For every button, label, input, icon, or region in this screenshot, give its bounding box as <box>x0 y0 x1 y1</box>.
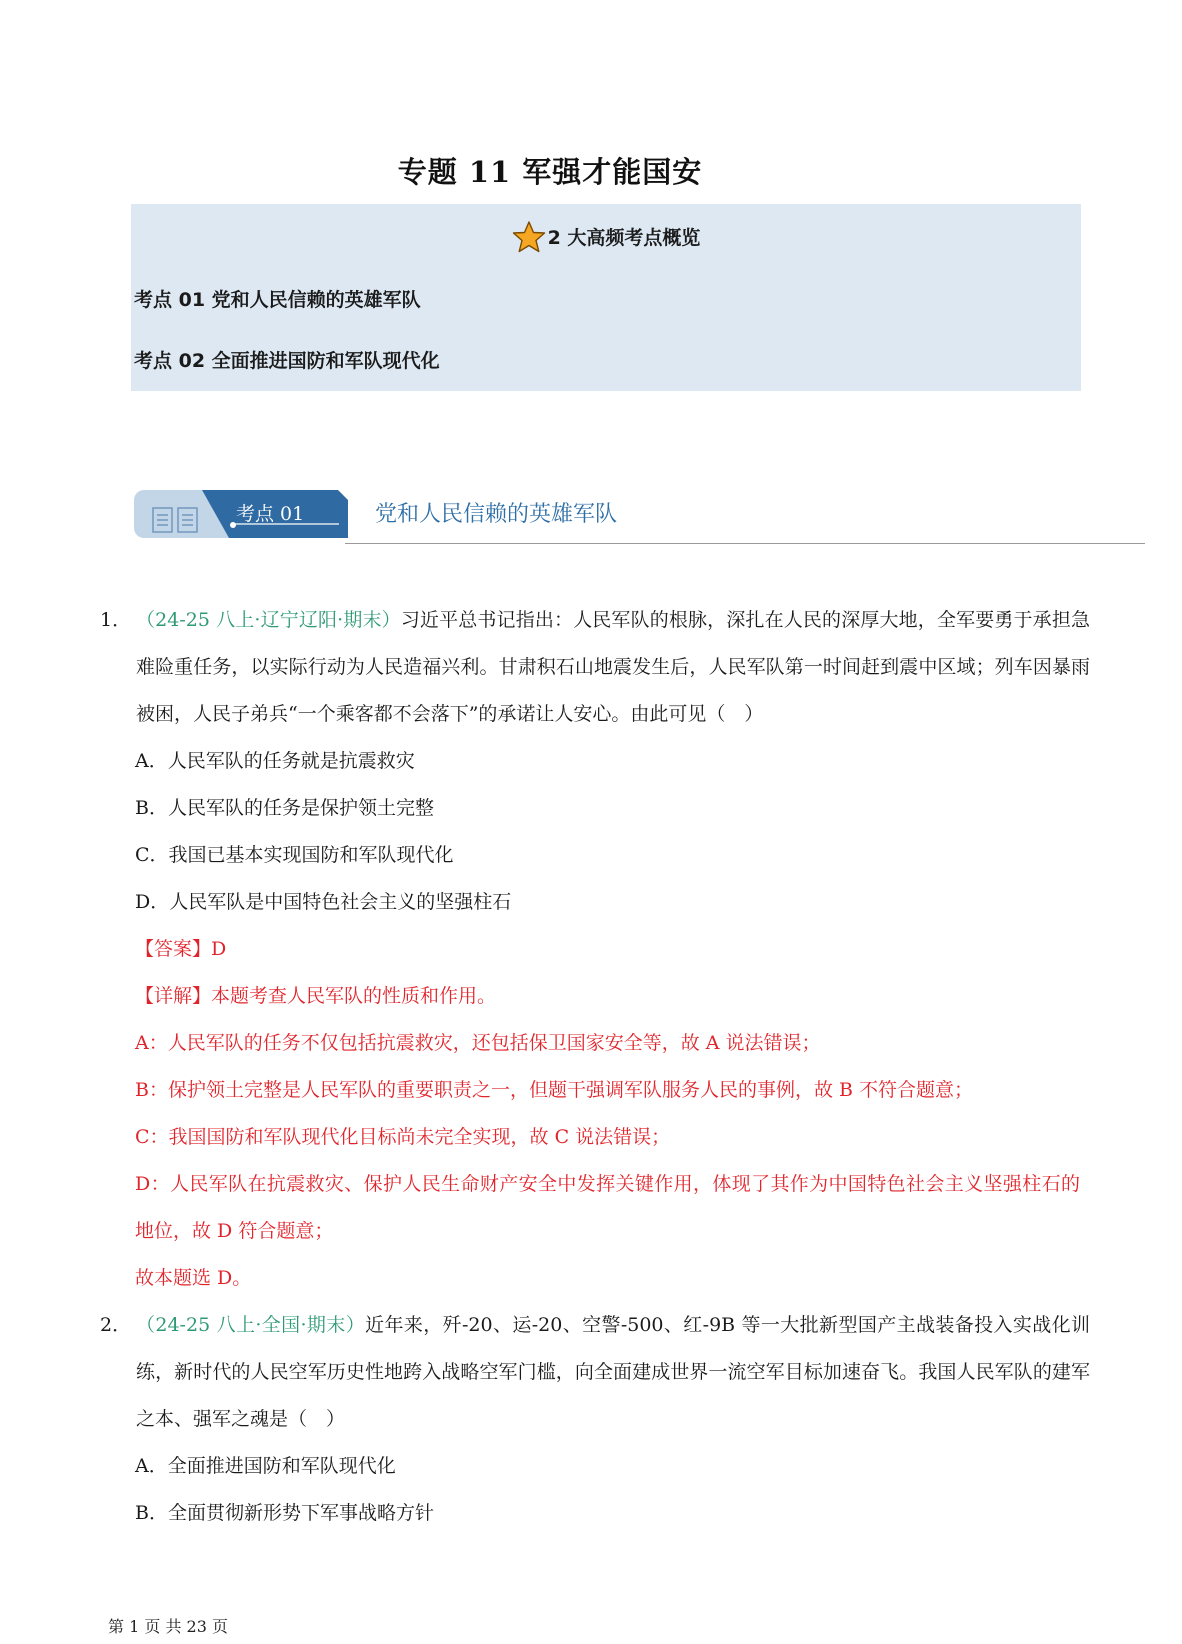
option-c: C．我国已基本实现国防和军队现代化 <box>135 844 454 866</box>
question-source: （24-25 八上·辽宁辽阳·期末） <box>136 609 401 631</box>
overview-heading-text: 2 大高频考点概览 <box>547 227 701 249</box>
answer: 【答案】D <box>135 938 227 960</box>
analysis-c: C：我国国防和军队现代化目标尚未完全实现，故 C 说法错误； <box>135 1126 671 1148</box>
overview-box <box>131 204 1081 391</box>
question-2 <box>100 1302 1090 1443</box>
question-source: （24-25 八上·全国·期末） <box>136 1314 366 1336</box>
overview-item-2: 考点 02 全面推进国防和军队现代化 <box>134 350 440 372</box>
question-stem: 近年来，歼-20、运-20、空警-500、红-9B 等一大批新型国产主战装备投入实战化训练，新时代的人民空军历史性地跨入战略空军门槛，向全面建成世界一流空军目标加速奋飞。我国人民军队的建军之本、强军之魂是（ ） <box>136 1314 1090 1430</box>
analysis-d: D：人民军队在抗震救灾、保护人民生命财产安全中发挥关键作用，体现了其作为中国特色社会主义坚强柱石的地位，故 D 符合题意； <box>135 1173 1080 1242</box>
page-title: 专题 11 军强才能国安 <box>397 155 703 189</box>
option-a: A．全面推进国防和军队现代化 <box>135 1455 396 1477</box>
analysis-a: A：人民军队的任务不仅包括抗震救灾，还包括保卫国家安全等，故 A 说法错误； <box>135 1032 821 1054</box>
section-divider <box>345 543 1145 544</box>
overview-heading <box>131 220 1081 254</box>
page-footer: 第 1 页 共 23 页 <box>108 1617 228 1636</box>
section-title: 党和人民信赖的英雄军队 <box>375 502 618 527</box>
section-badge-label: 考点 01 <box>236 503 305 525</box>
star-icon <box>512 220 546 254</box>
option-b: B．人民军队的任务是保护领土完整 <box>135 797 434 819</box>
option-b: B．全面贯彻新形势下军事战略方针 <box>135 1502 434 1524</box>
question-number: 1． <box>100 609 132 631</box>
analysis-b: B：保护领土完整是人民军队的重要职责之一，但题干强调军队服务人民的事例，故 B 不符合题意； <box>135 1079 974 1101</box>
option-a: A．人民军队的任务就是抗震救灾 <box>135 750 415 772</box>
section-badge <box>134 486 354 546</box>
question-number: 2． <box>100 1314 132 1336</box>
analysis-conclusion: 故本题选 D。 <box>135 1267 252 1289</box>
overview-item-1: 考点 01 党和人民信赖的英雄军队 <box>134 289 421 311</box>
question-stem: 习近平总书记指出：人民军队的根脉，深扎在人民的深厚大地，全军要勇于承担急难险重任务，以实际行动为人民造福兴利。甘肃积石山地震发生后，人民军队第一时间赶到震中区域；列车因暴雨被困，人民子弟兵“一个乘客都不会落下”的承诺让人安心。由此可见（ ） <box>136 609 1090 725</box>
analysis-intro: 【详解】本题考查人民军队的性质和作用。 <box>135 985 497 1007</box>
option-d: D．人民军队是中国特色社会主义的坚强柱石 <box>135 891 512 913</box>
question-1 <box>100 597 1090 738</box>
